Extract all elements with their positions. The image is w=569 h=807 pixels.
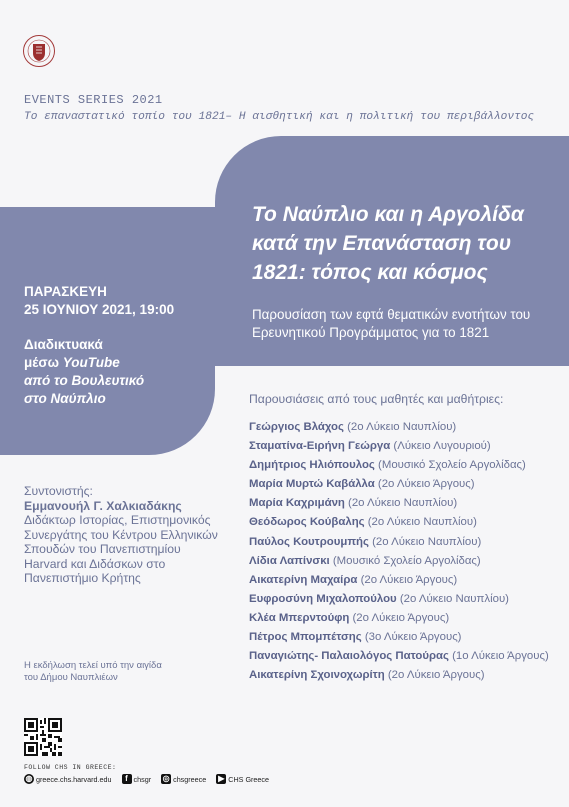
presenter-name: Πέτρος Μπομπέτσης	[249, 631, 362, 644]
venue-line-1: Διαδικτυακά	[24, 337, 103, 352]
presenter-school: (2ο Λύκειο Ναυπλίου)	[399, 592, 509, 605]
list-item	[249, 609, 549, 628]
sponsor-note	[24, 660, 162, 684]
presenter-school: (2ο Λύκειο Ναυπλίου)	[347, 421, 457, 433]
presenter-school: (2ο Λύκειο Άργους)	[360, 573, 458, 586]
social-links	[24, 774, 269, 784]
presenter-name: Θεόδωρος Κούβαλης	[249, 516, 365, 529]
event-day: ΠΑΡΑΣΚΕΥΗ	[24, 284, 107, 299]
presenter-name: Μαρία Μυρτώ Καβάλλα	[249, 478, 375, 491]
list-item	[249, 533, 549, 552]
youtube-link[interactable]	[216, 774, 269, 784]
event-date	[24, 283, 174, 319]
sponsor-line-1: Η εκδήλωση τελεί υπό την αιγίδα	[24, 660, 162, 671]
sponsor-line-2: του Δήμου Ναυπλιέων	[24, 672, 118, 683]
presenter-school: (1ο Λύκειο Άργους)	[452, 650, 549, 663]
list-item	[249, 456, 549, 475]
list-item	[249, 647, 549, 666]
series-subtitle: Το επαναστατικό τοπίο του 1821– Η αισθητική και η πολιτική του περιβάλλοντος	[24, 111, 535, 123]
list-item	[249, 437, 549, 456]
website-link[interactable]	[24, 774, 112, 784]
presenter-name: Αικατερίνη Σχοινοχωρίτη	[249, 669, 385, 682]
presenter-school: (Μουσικό Σχολείο Αργολίδας)	[378, 459, 526, 472]
presenter-name: Σταματίνα-Ειρήνη Γεώργα	[249, 440, 391, 453]
instagram-text: chsgreece	[173, 774, 207, 784]
presenter-school: (2ο Λύκειο Ναυπλίου)	[348, 497, 458, 510]
globe-icon: ◍	[25, 774, 33, 783]
presenter-name: Γεώργιος Βλάχος	[249, 421, 344, 433]
venue-line-4: στο Ναύπλιο	[24, 391, 106, 406]
website-text: greece.chs.harvard.edu	[36, 774, 112, 784]
chs-logo	[22, 22, 56, 80]
list-item	[249, 513, 549, 532]
qr-code[interactable]	[24, 718, 62, 756]
coordinator-name: Εμμανουήλ Γ. Χαλκιαδάκης	[24, 498, 182, 513]
presenter-name: Δημήτριος Ηλιόπουλος	[249, 459, 375, 472]
presenter-school: (2ο Λύκειο Ναυπλίου)	[367, 516, 477, 529]
presenter-name: Μαρία Καχριμάνη	[249, 497, 345, 510]
event-subtitle: Παρουσίαση των εφτά θεματικών ενοτήτων του Ερευνητικού Προγράμματος για το 1821	[252, 307, 531, 340]
presenters-list	[249, 418, 549, 685]
presentations-intro: Παρουσιάσεις από τους μαθητές και μαθήτριες:	[249, 392, 504, 406]
presenter-school: (Μουσικό Σχολείο Αργολίδας)	[332, 554, 481, 567]
presenter-name: Λίδια Λαπίνσκι	[249, 554, 330, 567]
event-venue	[24, 336, 144, 408]
presenter-name: Κλέα Μπερντούφη	[249, 611, 350, 624]
presenter-school: (3ο Λύκειο Άργους)	[364, 631, 462, 644]
instagram-link[interactable]	[161, 774, 206, 784]
instagram-icon: ◎	[162, 774, 170, 783]
date-panel	[0, 207, 215, 455]
coordinator-bio: Διδάκτωρ Ιστορίας, Επιστημονικός Συνεργάτης του Κέντρου Ελληνικών Σπουδών του Πανεπιστημίου Harvard και Διδάσκων στο Πανεπιστήμιο Κρήτης	[24, 513, 218, 585]
presenter-school: (2ο Λύκειο Άργους)	[352, 611, 450, 624]
presenter-name: Παναγιώτης- Παλαιολόγος Πατούρας	[249, 650, 449, 663]
list-item	[249, 666, 549, 685]
list-item	[249, 571, 549, 590]
venue-line-3: από το Βουλευτικό	[24, 373, 145, 388]
presenter-school: (Λύκειο Λυγουριού)	[393, 440, 491, 453]
youtube-text: CHS Greece	[228, 774, 270, 784]
presenter-school: (2ο Λύκειο Άργους)	[377, 478, 475, 491]
coordinator	[24, 484, 224, 586]
list-item	[249, 475, 549, 494]
presenter-name: Παύλος Κουτρουμπής	[249, 535, 369, 548]
venue-line-2	[24, 354, 144, 372]
list-item	[249, 628, 549, 647]
venue-line-2-prefix: μέσω	[24, 355, 63, 370]
list-item	[249, 418, 549, 437]
presenter-school: (2ο Λύκειο Άργους)	[387, 669, 485, 682]
follow-label: FOLLOW CHS IN GREECE:	[24, 764, 117, 771]
facebook-icon: f	[122, 774, 132, 784]
facebook-link[interactable]	[122, 774, 152, 784]
event-title: Το Ναύπλιο και η Αργολίδα κατά την Επανάσταση του 1821: τόπος και κόσμος	[252, 203, 524, 284]
list-item	[249, 552, 549, 571]
list-item	[249, 590, 549, 609]
presenter-school: (2ο Λύκειο Ναυπλίου)	[372, 535, 482, 548]
list-item	[249, 494, 549, 513]
series-label: EVENTS SERIES 2021	[24, 93, 163, 107]
coordinator-label: Συντονιστής:	[24, 484, 93, 498]
presenter-name: Ευφροσύνη Μιχαλοπούλου	[249, 592, 397, 605]
facebook-text: chsgr	[133, 774, 152, 784]
event-datetime: 25 ΙΟΥΝΙΟΥ 2021, 19:00	[24, 302, 175, 317]
youtube-icon: ▶	[218, 774, 225, 783]
youtube-platform: YouTube	[62, 355, 120, 370]
presenter-name: Αικατερίνη Μαχαίρα	[249, 573, 358, 586]
